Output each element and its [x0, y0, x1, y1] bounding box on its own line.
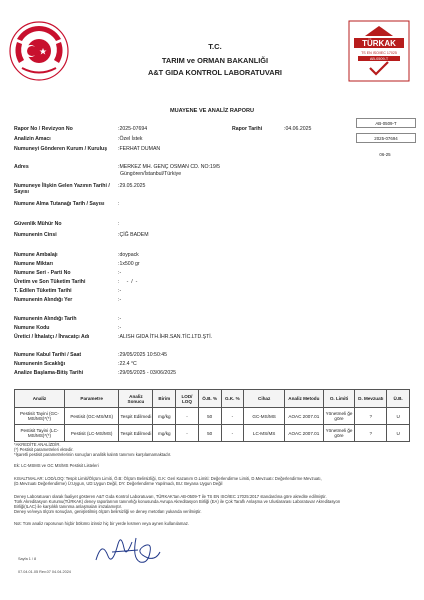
- note-accreditation: Deney Laboratuvarı olarak faaliyet gösteren A&T Gıda Kontrol Laboratuvarı, TÜRKAK'tan AB-0509-T ile TS EN ISO/IEC 17025:2017 standardına göre akredite edilmiştir.: [14, 494, 327, 499]
- table-cell: Tespit Edilmedi: [119, 408, 153, 425]
- period-code: 06-25: [379, 151, 391, 157]
- field-label-address: Adres: [14, 164, 29, 170]
- field-value-packaging: :doypack: [118, 252, 139, 258]
- note-abbreviations-2: (D.Mevzuatı Değerlendirme) Ü:Uygun, UD:Uygun Değil, DY: Değerlendirme Yapılmadı, BU: Beyana Uygun Değil: [14, 481, 223, 486]
- accreditation-code-box: AB-0509-T: [356, 118, 416, 128]
- col-header-ub: Ü.B.: [387, 390, 410, 408]
- table-row: [15, 425, 410, 442]
- field-value-production-expiry: : - / -: [118, 279, 138, 285]
- table-cell: -: [176, 425, 199, 442]
- note-pesticide-annex: (*) Pestisit parametreleri ektedir.: [14, 447, 74, 452]
- table-cell: -: [221, 408, 244, 425]
- table-cell: ?: [355, 425, 387, 442]
- field-value-seal-no: :: [118, 221, 120, 227]
- field-label-producer: Üretici / İthalatçı / İhracatçı Adı: [14, 334, 90, 340]
- ministry-emblem-icon: [8, 20, 70, 82]
- turkak-brand: TÜRKAK: [362, 39, 396, 48]
- field-label-recommended-expiry: T. Edilen Tüketim Tarihi: [14, 288, 72, 294]
- note-uncertainty: Deney ve/veya ölçüm sonuçları, genişletilmiş ölçüm belirsizliği ve deney metotları yukarıda verilmiştir.: [14, 509, 202, 514]
- table-cell: 50: [198, 408, 221, 425]
- col-header-method: Analiz Metodu: [285, 390, 324, 408]
- table-cell: Pestisit Tayini (LC-MS/MS)*(*): [15, 425, 65, 442]
- header-ministry: TARIM ve ORMAN BAKANLIĞI: [161, 56, 269, 65]
- field-value-address-line2: Güngören/İstanbul/Türkiye: [120, 171, 182, 177]
- note-abbreviations: KISALTMALAR: LOD/LOQ: Tespit Limiti/Ölçüm Limiti, Ö.B: Ölçüm Belirsizliği, G.K: Geri Kazanım O.Limiti: Değerlendirme Limiti, D.Mevzuatı: Değerlendirme Mevzuatı,: [14, 476, 322, 481]
- page-number: Sayfa 1 / 8: [18, 557, 37, 561]
- field-value-report-no: :2025-07694: [118, 126, 148, 132]
- field-value-sampling-date: :-: [118, 316, 122, 322]
- table-cell: LC-MS/MS: [244, 425, 285, 442]
- field-label-sample-code: Numune Kodu: [14, 325, 50, 331]
- turkak-standard: TS EN ISO/IEC 17025: [361, 51, 397, 55]
- table-cell: mg/kg: [153, 408, 176, 425]
- table-cell: Pestisit Tayini (GC-MS/MS)*(*): [15, 408, 65, 425]
- turkak-accreditation-icon: [348, 20, 410, 82]
- col-header-result: Analiz Sonucu: [119, 390, 153, 408]
- field-label-packaging: Numune Ambalajı: [14, 252, 58, 258]
- field-value-sampling-report: :: [118, 201, 120, 207]
- field-label-production-expiry: Üretim ve Son Tüketim Tarihi: [14, 279, 86, 285]
- col-header-analysis: Analiz: [15, 390, 65, 408]
- field-label-sample-type: Numunenin Cinsi: [14, 232, 57, 238]
- field-value-purpose: :Özel İstek: [118, 136, 143, 142]
- col-header-lod-loq: LOD/ LOQ: [176, 390, 199, 408]
- turkak-code: AB-0509-T: [369, 57, 389, 61]
- field-label-incoming-letter: Numuneye İlişkin Gelen Yazının Tarihi / Sayısı: [14, 183, 110, 196]
- field-label-seal-no: Güvenlik Mühür No: [14, 221, 62, 227]
- header-lab: A&T GIDA KONTROL LABORATUVARI: [148, 68, 282, 77]
- field-label-quantity: Numune Miktarı: [14, 261, 53, 267]
- field-label-sampling-place: Numunenin Alındığı Yer: [14, 297, 73, 303]
- field-value-quantity: :1x500 gr: [118, 261, 140, 267]
- col-header-device: Cihaz: [244, 390, 285, 408]
- field-value-analysis-dates: :29/05/2025 - 03/06/2025: [118, 370, 176, 376]
- field-value-report-date: :04.06.2025: [284, 126, 312, 132]
- field-value-sampling-place: :-: [118, 297, 122, 303]
- field-value-temperature: :22.4 °C: [118, 361, 137, 367]
- table-cell: GC-MS/MS: [244, 408, 285, 425]
- table-cell: -: [176, 408, 199, 425]
- col-header-recovery: G.K. %: [221, 390, 244, 408]
- table-cell: U: [387, 425, 410, 442]
- note-copyright: Not: Tüm analiz raporunun hiçbir bölümü izinsiz hiç bir yerde kısmen veya aynen kullanılamaz.: [14, 521, 189, 526]
- note-turkak: Türk Akreditasyon Kurumu(TÜRKAK) deney raporlarının tanınırlığı konusunda Avrupa Akreditasyon Birliği (EA) ile Çok Taraflı Anlaşma ve Uluslararası Laboratuvar Akreditasyon: [14, 499, 341, 504]
- field-value-sample-code: :-: [118, 325, 122, 331]
- col-header-uncertainty: Ö.B. %: [198, 390, 221, 408]
- signature-icon: [92, 530, 164, 570]
- note-residue-definition: *İşaretli pestisit parametrelerinin sonuçları analitik kalıntı tanımını karşılamamaktadır.: [14, 452, 172, 457]
- field-label-sampling-date: Numunenin Alındığı Tarih: [14, 316, 77, 322]
- field-value-acceptance-date: :29/05/2025 10:50:45: [118, 352, 168, 358]
- table-cell: AOAC 2007.01: [285, 408, 324, 425]
- col-header-parameter: Parametre: [64, 390, 118, 408]
- table-cell: ?: [355, 408, 387, 425]
- form-code: 07.04.01.05 Rev.07 04.04.2024: [18, 570, 71, 574]
- table-cell: Yönetmeli ğe göre: [323, 408, 355, 425]
- field-label-report-no: Rapor No / Revizyon No: [14, 126, 73, 132]
- note-accredited: *AKREDİTE ANALİZDİR.: [14, 442, 61, 447]
- field-value-batch-no: :-: [118, 270, 122, 276]
- table-cell: Pestisit (LC-MS/MS): [64, 425, 118, 442]
- table-cell: 50: [198, 425, 221, 442]
- results-header-row: [15, 390, 410, 408]
- field-value-producer: :ALISH GIDA İTH.İHR.SAN.TİC.LTD.ŞTİ.: [118, 334, 213, 340]
- field-label-sampling-report: Numune Alma Tutanağı Tarih / Sayısı: [14, 201, 105, 207]
- table-cell: Yönetmeli ğe göre: [323, 425, 355, 442]
- col-header-regulation: D. Mevzuatı: [355, 390, 387, 408]
- field-label-batch-no: Numune Seri - Parti No: [14, 270, 71, 276]
- field-label-report-date: Rapor Tarihi: [232, 126, 263, 132]
- report-number-box: 2025-07694: [356, 133, 416, 143]
- note-ilac: Birliği(ILAC) ile karşılıklı tanınma anlaşmaları imzalamıştır.: [14, 504, 122, 509]
- field-value-incoming-letter: :29.05.2025: [118, 183, 146, 189]
- table-cell: AOAC 2007.01: [285, 425, 324, 442]
- table-cell: Pestisit (GC-MS/MS): [64, 408, 118, 425]
- field-label-acceptance-date: Numune Kabul Tarihi / Saat: [14, 352, 82, 358]
- col-header-limit: O. Limiti: [323, 390, 355, 408]
- table-cell: U: [387, 408, 410, 425]
- col-header-unit: Birim: [153, 390, 176, 408]
- table-cell: -: [221, 425, 244, 442]
- table-row: [15, 408, 410, 425]
- field-label-temperature: Numunenin Sıcaklığı: [14, 361, 66, 367]
- field-label-sender: Numuneyi Gönderen Kurum / Kuruluş: [14, 146, 108, 152]
- field-label-purpose: Analizin Amacı: [14, 136, 51, 142]
- table-cell: Tespit Edilmedi: [119, 425, 153, 442]
- field-value-address: :MERKEZ MH. GENÇ OSMAN CD. NO:19/5: [118, 164, 221, 170]
- header-tc: T.C.: [208, 42, 222, 51]
- table-cell: mg/kg: [153, 425, 176, 442]
- note-attachments: Ek: LC-MSMS ve GC MS/MS Pestisit Listeleri: [14, 463, 99, 468]
- report-title: MUAYENE VE ANALİZ RAPORU: [169, 108, 255, 114]
- field-label-analysis-dates: Analize Başlama-Bitiş Tarihi: [14, 370, 84, 376]
- results-table: [14, 389, 410, 442]
- field-value-recommended-expiry: :-: [118, 288, 122, 294]
- field-value-sample-type: :ÇİĞ BADEM: [118, 232, 149, 238]
- field-value-sender: :FERHAT DUMAN: [118, 146, 161, 152]
